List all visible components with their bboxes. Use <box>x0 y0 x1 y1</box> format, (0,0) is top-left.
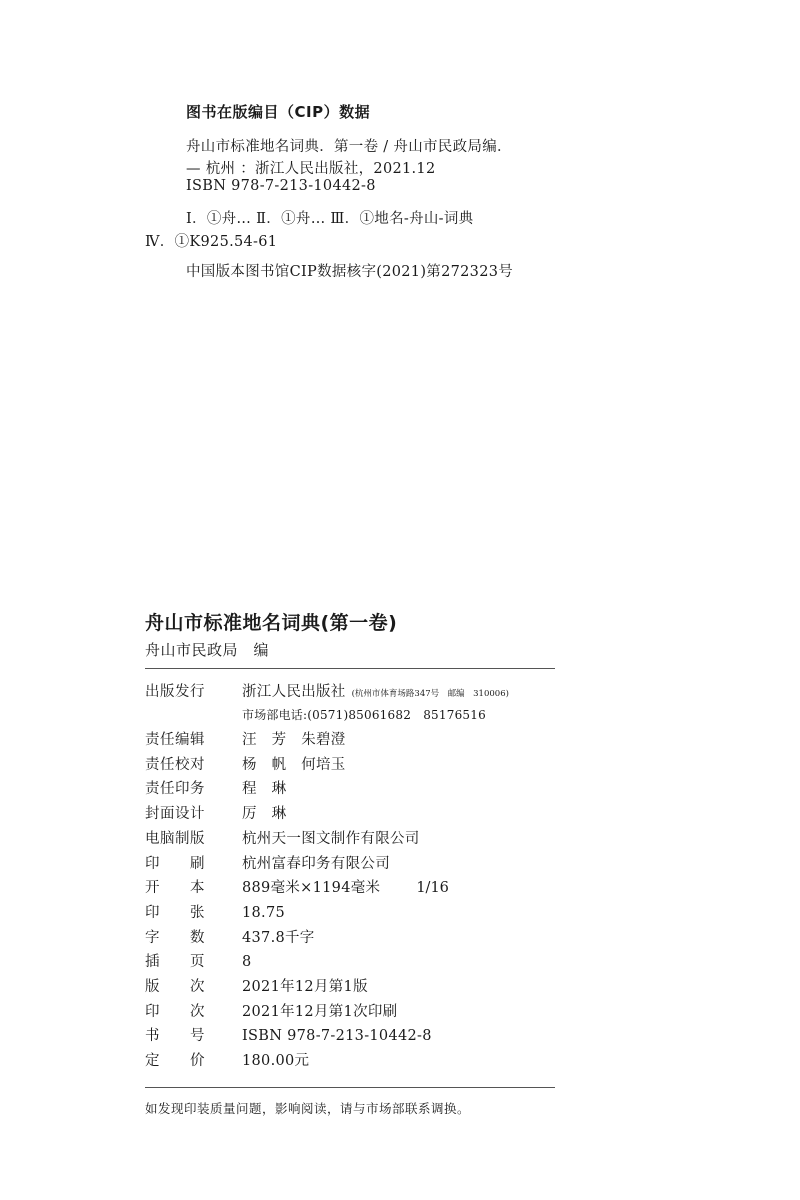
row-value: ISBN 978-7-213-10442-8 <box>242 1028 432 1045</box>
row-label-char: 本 <box>190 880 205 897</box>
colophon-row <box>145 777 286 801</box>
row-label <box>145 852 205 873</box>
row-value: 8 <box>242 954 252 971</box>
row-label-char: 印 <box>145 904 160 921</box>
publisher-name: 浙江人民出版社 <box>242 684 346 700</box>
row-value: 程 琳 <box>242 781 287 798</box>
row-label-char: 号 <box>190 1028 205 1045</box>
colophon-row <box>145 802 286 826</box>
row-value: 889毫米×1194毫米 <box>242 880 381 897</box>
row-label-char: 插 <box>145 954 160 971</box>
row-value: 汪 芳 朱碧澄 <box>242 732 346 748</box>
publisher-phone: 市场部电话:(0571)85061682 85176516 <box>242 708 486 722</box>
row-value: 杭州富春印务有限公司 <box>242 855 390 872</box>
row-value: 2021年12月第1版 <box>242 979 368 995</box>
row-label <box>145 975 205 996</box>
row-label: 电脑制版 <box>145 830 205 847</box>
row-label-char: 印 <box>145 1003 160 1020</box>
footer-note: 如发现印装质量问题，影响阅读，请与市场部联系调换。 <box>145 1101 471 1116</box>
row-label-char: 次 <box>190 1003 205 1020</box>
colophon-row <box>145 827 420 851</box>
row-label-char: 定 <box>145 1053 160 1070</box>
cip-publisher-line: — 杭州 ：浙江人民出版社，2021.12 <box>186 161 436 177</box>
cip-classification-line: Ⅳ．①K925.54-61 <box>145 234 278 250</box>
row-label: 封面设计 <box>145 806 205 823</box>
colophon-row <box>145 1049 309 1073</box>
row-value: 437.8千字 <box>242 929 315 946</box>
colophon-row <box>145 876 449 900</box>
row-label <box>145 950 205 971</box>
row-value: 厉 琳 <box>242 806 287 823</box>
row-label <box>145 901 205 922</box>
row-label <box>145 1049 205 1070</box>
row-label <box>145 926 205 947</box>
row-label <box>145 1000 205 1021</box>
row-label-char: 开 <box>145 880 160 897</box>
row-label-char: 页 <box>190 954 205 971</box>
colophon-row <box>145 1024 432 1048</box>
cip-heading: 图书在版编目（CIP）数据 <box>186 103 371 121</box>
row-value: 杨 帆 何培玉 <box>242 756 346 773</box>
publisher-row <box>145 680 509 704</box>
row-label: 责任印务 <box>145 781 205 798</box>
colophon-row <box>145 753 346 777</box>
row-value: 18.75 <box>242 904 286 921</box>
row-label-char: 价 <box>190 1053 205 1070</box>
row-label: 责任校对 <box>145 756 205 773</box>
publisher-label: 出版发行 <box>145 684 205 700</box>
cip-record-number: 中国版本图书馆CIP数据核字(2021)第272323号 <box>186 264 514 280</box>
publisher-value <box>242 680 509 701</box>
colophon-row <box>145 975 368 999</box>
book-title: 舟山市标准地名词典(第一卷) <box>145 612 398 634</box>
colophon-row <box>145 1000 397 1024</box>
colophon-row <box>145 728 346 752</box>
row-label <box>145 1024 205 1045</box>
cip-subject-line: Ⅰ．①舟… Ⅱ．①舟… Ⅲ．①地名-舟山-词典 <box>186 211 474 227</box>
row-label-char: 张 <box>190 904 205 921</box>
cip-title-line: 舟山市标准地名词典．第一卷 / 舟山市民政局编． <box>186 139 512 155</box>
row-value: 180.00元 <box>242 1053 310 1070</box>
publisher-address: (杭州市体育场路347号 邮编 310006) <box>351 689 509 699</box>
colophon-row <box>145 950 252 974</box>
row-label-char: 字 <box>145 929 160 946</box>
row-label-char: 书 <box>145 1028 160 1045</box>
row-label-char: 数 <box>190 929 205 946</box>
row-label <box>145 876 205 897</box>
row-value: 2021年12月第1次印刷 <box>242 1003 398 1020</box>
cip-isbn-line: ISBN 978-7-213-10442-8 <box>186 178 376 194</box>
top-divider <box>145 668 555 669</box>
row-label-char: 版 <box>145 979 160 995</box>
colophon-row <box>145 852 390 876</box>
row-label-char: 印 <box>145 855 160 872</box>
colophon-row <box>145 901 285 925</box>
row-value: 杭州天一图文制作有限公司 <box>242 830 420 847</box>
editor-line: 舟山市民政局 编 <box>145 641 270 659</box>
bottom-divider <box>145 1087 555 1088</box>
row-label: 责任编辑 <box>145 732 205 748</box>
row-label-char: 次 <box>190 979 205 995</box>
row-value-extra: 1/16 <box>416 880 449 897</box>
row-label-char: 刷 <box>190 855 205 872</box>
colophon-row <box>145 926 315 950</box>
